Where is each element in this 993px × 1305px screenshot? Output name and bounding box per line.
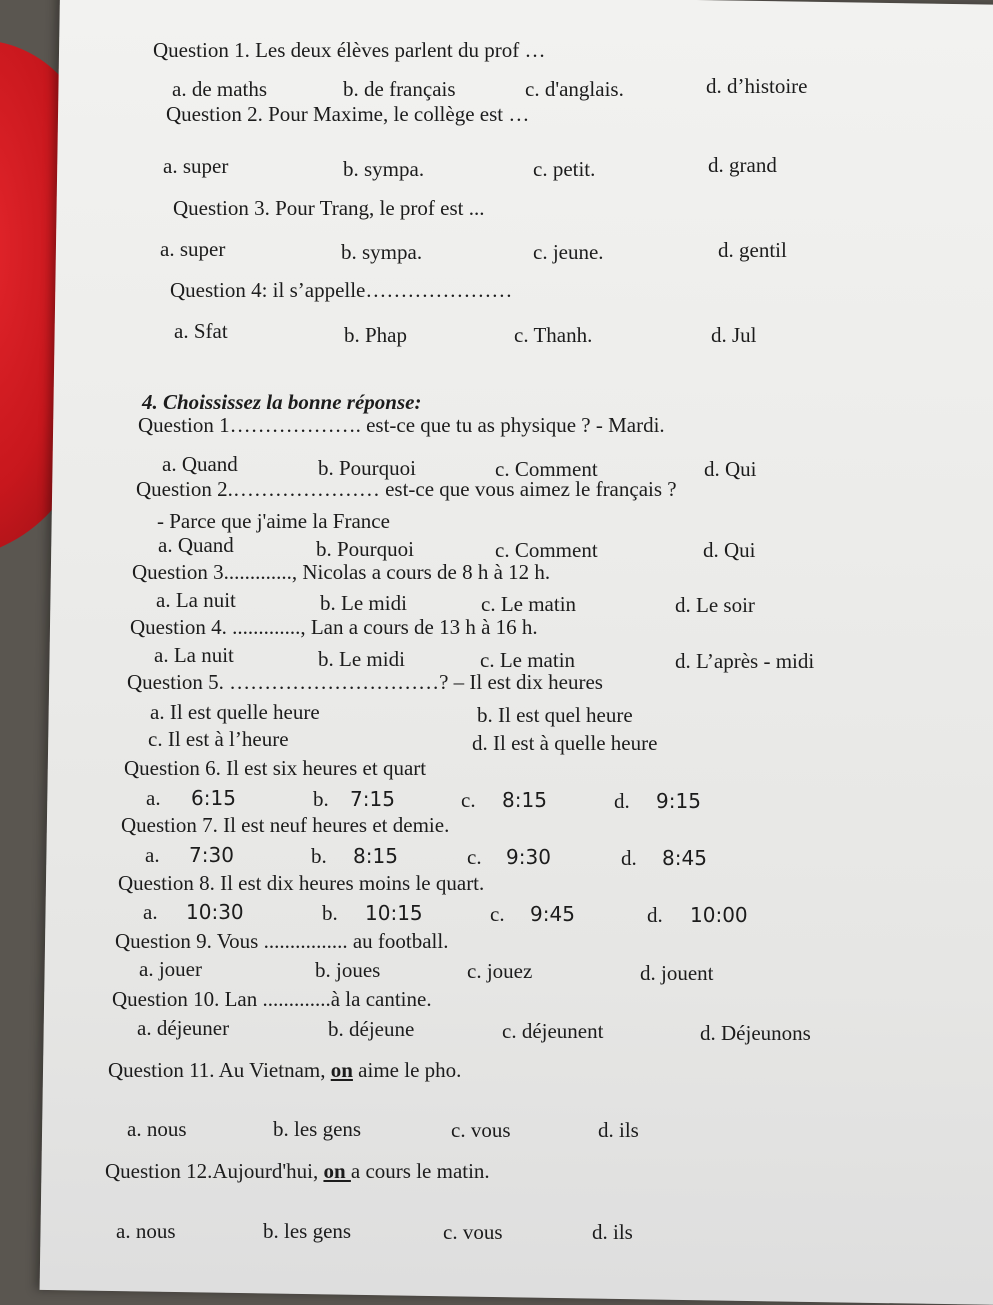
p1-question-2: Question 2. Pour Maxime, le collège est …: [166, 102, 530, 126]
s4-q7-label-a: a.: [145, 843, 160, 867]
s4-question-12: [105, 1159, 490, 1183]
p1-q2-option-a: a. super: [163, 154, 229, 178]
s4-q11-option-c: c. vous: [451, 1118, 511, 1142]
s4-q8-label-a: a.: [143, 900, 158, 924]
p1-q2-option-d: d. grand: [708, 153, 777, 177]
s4-q8-label-c: c.: [490, 902, 505, 926]
s4-q10-option-c: c. déjeunent: [502, 1019, 604, 1043]
s4-q8-option-d: 10:00: [690, 903, 748, 927]
s4-q6-label-a: a.: [146, 786, 161, 810]
s4-q11-underlined-word: on: [330, 1058, 353, 1082]
s4-q8-option-c: 9:45: [530, 902, 575, 926]
p1-q4-option-c: c. Thanh.: [514, 323, 593, 347]
s4-q9-option-a: a. jouer: [139, 957, 202, 981]
s4-q10-option-b: b. déjeune: [328, 1017, 415, 1041]
s4-q6-option-d: 9:15: [656, 789, 701, 813]
s4-q5-option-d: d. Il est à quelle heure: [472, 731, 658, 755]
s4-q8-option-b: 10:15: [365, 901, 423, 925]
s4-question-8: Question 8. Il est dix heures moins le quart.: [118, 871, 485, 895]
s4-q11-option-b: b. les gens: [273, 1117, 362, 1141]
s4-question-2: Question 2.………………… est-ce que vous aimez le français ?: [136, 477, 677, 501]
s4-q3-option-d: d. Le soir: [675, 593, 755, 617]
p1-q4-option-d: d. Jul: [711, 323, 757, 347]
p1-q1-option-c: c. d'anglais.: [525, 77, 624, 101]
s4-q5-option-b: b. Il est quel heure: [477, 703, 633, 727]
s4-q7-label-d: d.: [621, 846, 637, 870]
p1-q3-option-a: a. super: [160, 237, 226, 261]
s4-q6-label-b: b.: [313, 787, 329, 811]
p1-q2-option-c: c. petit.: [533, 157, 596, 181]
p1-q1-option-a: a. de maths: [172, 77, 268, 101]
s4-q7-option-a: 7:30: [189, 843, 234, 867]
s4-q7-option-c: 9:30: [506, 845, 551, 869]
s4-question-1: Question 1………………. est-ce que tu as physique ? - Mardi.: [138, 413, 665, 437]
s4-q6-option-c: 8:15: [502, 788, 547, 812]
p1-question-1: Question 1. Les deux élèves parlent du prof …: [153, 38, 546, 62]
s4-q4-option-a: a. La nuit: [154, 643, 234, 667]
s4-q4-option-c: c. Le matin: [480, 648, 576, 672]
s4-question-7: Question 7. Il est neuf heures et demie.: [121, 813, 450, 837]
s4-q12-option-d: d. ils: [592, 1220, 633, 1244]
s4-q6-option-a: 6:15: [191, 786, 236, 810]
s4-q10-option-a: a. déjeuner: [137, 1016, 230, 1040]
p1-q2-option-b: b. sympa.: [343, 157, 425, 181]
p1-q3-option-d: d. gentil: [718, 238, 787, 262]
s4-q9-option-d: d. jouent: [640, 961, 714, 985]
s4-question-4: Question 4. ............., Lan a cours de 13 h à 16 h.: [130, 615, 538, 639]
s4-q11-option-a: a. nous: [127, 1117, 187, 1141]
s4-q12-option-c: c. vous: [443, 1220, 503, 1244]
section-4-title: 4. Choississez la bonne réponse:: [142, 390, 422, 414]
s4-q2-option-b: b. Pourquoi: [316, 537, 415, 561]
p1-question-4: Question 4: il s’appelle…………………: [170, 278, 513, 302]
p1-q3-option-c: c. jeune.: [533, 240, 604, 264]
s4-q2-option-d: d. Qui: [703, 538, 756, 562]
s4-q3-option-a: a. La nuit: [156, 588, 236, 612]
p1-q1-option-d: d. d’histoire: [706, 74, 808, 98]
s4-q8-label-d: d.: [647, 903, 663, 927]
s4-q3-option-c: c. Le matin: [481, 592, 577, 616]
s4-q7-option-d: 8:45: [662, 846, 707, 870]
s4-q4-option-b: b. Le midi: [318, 647, 405, 671]
s4-question-5: Question 5. …………………………? – Il est dix heures: [127, 670, 603, 694]
s4-q2-option-c: c. Comment: [495, 538, 598, 562]
s4-q1-option-c: c. Comment: [495, 457, 598, 481]
s4-q12-underlined-word: on: [323, 1159, 351, 1183]
s4-question-10: Question 10. Lan .............à la cantine.: [112, 987, 432, 1011]
p1-q4-option-a: a. Sfat: [174, 319, 228, 343]
s4-q9-option-c: c. jouez: [467, 959, 533, 983]
p1-q3-option-b: b. sympa.: [341, 240, 423, 264]
s4-q4-option-d: d. L’après - midi: [675, 649, 815, 673]
s4-q9-option-b: b. joues: [315, 958, 381, 982]
s4-q1-option-b: b. Pourquoi: [318, 456, 417, 480]
s4-q5-option-a: a. Il est quelle heure: [150, 700, 320, 724]
s4-q1-option-d: d. Qui: [704, 457, 757, 481]
s4-q12-text-pre: Question 12.Aujourd'hui,: [105, 1159, 324, 1183]
s4-q7-label-c: c.: [467, 845, 482, 869]
s4-q11-option-d: d. ils: [598, 1118, 639, 1142]
s4-q10-option-d: d. Déjeunons: [700, 1021, 811, 1045]
s4-q5-option-c: c. Il est à l’heure: [148, 727, 289, 751]
s4-q3-option-b: b. Le midi: [320, 591, 407, 615]
s4-question-3: Question 3............., Nicolas a cours de 8 h à 12 h.: [132, 560, 551, 584]
s4-question-9: Question 9. Vous ................ au football.: [115, 929, 449, 953]
s4-q12-text-post: a cours le matin.: [350, 1159, 490, 1183]
s4-q8-label-b: b.: [322, 901, 338, 925]
s4-q7-option-b: 8:15: [353, 844, 398, 868]
p1-question-3: Question 3. Pour Trang, le prof est ...: [173, 196, 485, 220]
s4-question-6: Question 6. Il est six heures et quart: [124, 756, 427, 780]
s4-q6-option-b: 7:15: [350, 787, 395, 811]
s4-q1-option-a: a. Quand: [162, 452, 238, 476]
s4-question-11: [108, 1058, 461, 1082]
s4-q2-answer-text: - Parce que j'aime la France: [157, 509, 390, 533]
s4-q8-option-a: 10:30: [186, 900, 244, 924]
p1-q1-option-b: b. de français: [343, 77, 456, 101]
s4-q12-option-a: a. nous: [116, 1219, 176, 1243]
p1-q4-option-b: b. Phap: [344, 323, 407, 347]
s4-q6-label-d: d.: [614, 789, 630, 813]
s4-q7-label-b: b.: [311, 844, 327, 868]
s4-q6-label-c: c.: [461, 788, 476, 812]
s4-q11-text-pre: Question 11. Au Vietnam,: [108, 1058, 331, 1082]
s4-q11-text-post: aime le pho.: [352, 1058, 462, 1082]
s4-q12-option-b: b. les gens: [263, 1219, 352, 1243]
s4-q2-option-a: a. Quand: [158, 533, 234, 557]
